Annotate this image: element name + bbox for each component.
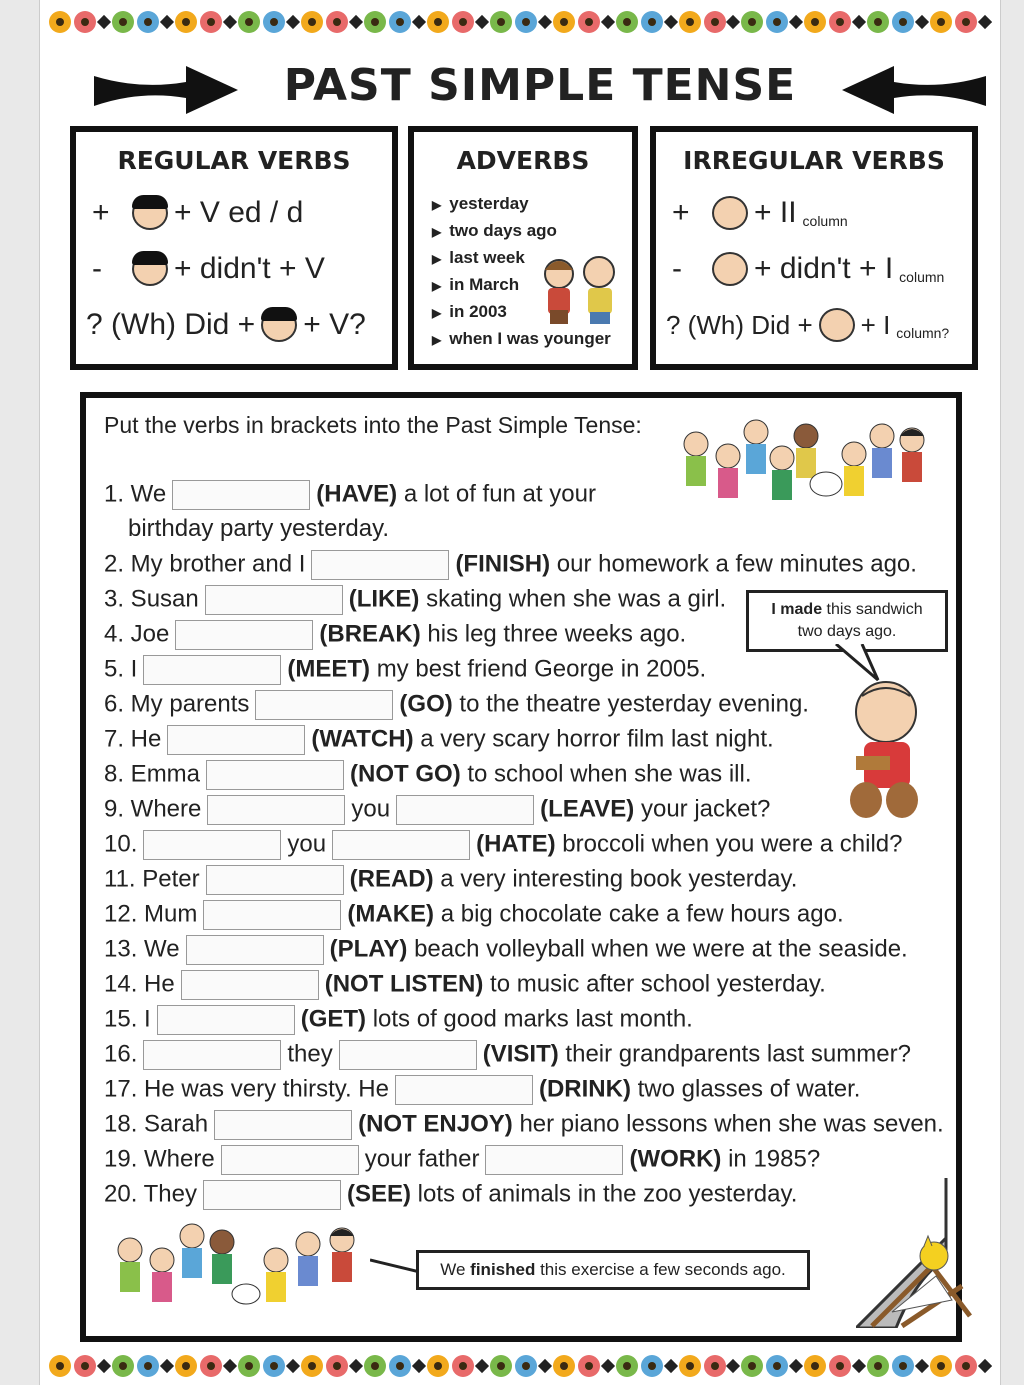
exercise-item-verb: (WATCH) [311,725,414,753]
adverb-item: ▶ when I was younger [432,326,632,353]
flower-border-bottom [48,1350,992,1382]
exercise-item-prefix: 20. They [104,1180,197,1208]
title-row [90,52,990,124]
flower-icon [804,1355,826,1377]
exercise-item-verb: (DRINK) [538,1075,631,1103]
minus-sign: - [92,252,102,285]
exercise-item-verb: (MEET) [287,655,371,683]
regular-rule-negative [76,241,392,297]
answer-blank-input[interactable] [255,690,393,720]
exercise-item-text: to music after school yesterday. [490,970,826,998]
answer-blank-input[interactable] [167,725,305,755]
exercise-item-verb: (VISIT) [482,1040,559,1068]
flower-icon [137,1355,159,1377]
answer-blank-input[interactable] [181,970,319,1000]
peanuts-group-illustration [676,414,936,510]
speech-bubble-text: We [440,1260,466,1279]
answer-blank-input[interactable] [143,655,281,685]
diamond-icon [160,15,174,29]
flower-icon [553,1355,575,1377]
flower-icon [804,11,826,33]
exercise-item [128,515,389,543]
left-arrow-icon [840,62,990,118]
exercise-item-text: her piano lessons when she was seven. [519,1110,944,1138]
irregular-rule-question-text: + I [860,309,891,340]
exercise-item-prefix: 6. My parents [104,690,250,718]
diamond-icon [97,1359,111,1373]
flower-icon [892,11,914,33]
answer-blank-input[interactable] [205,585,343,615]
flower-icon [867,1355,889,1377]
exercise-item-text: skating when she was a girl. [426,585,727,613]
exercise-item [104,725,774,755]
diamond-icon [601,15,615,29]
flower-icon [49,11,71,33]
exercise-item-text: my best friend George in 2005. [376,655,707,683]
flower-icon [427,1355,449,1377]
exercise-item-middle: they [287,1040,333,1068]
flower-icon [616,11,638,33]
flower-icon [364,1355,386,1377]
irregular-rule-negative-text: + didn't + I [754,252,894,285]
diamond-icon [915,15,929,29]
flower-icon [515,11,537,33]
exercise-item [104,1075,860,1105]
answer-blank-input[interactable] [157,1005,295,1035]
regular-rule-question-prefix: ? (Wh) Did + [86,308,256,341]
flower-icon [263,1355,285,1377]
flower-icon [641,11,663,33]
flower-icon [641,1355,663,1377]
exercise-item-verb: (GO) [399,690,453,718]
flower-icon [578,1355,600,1377]
charlie-brown-face-icon [712,196,748,230]
diamond-icon [97,15,111,29]
diamond-icon [664,15,678,29]
irregular-rule-question [656,297,972,353]
flower-icon [112,11,134,33]
adverb-item: ▶ in 2003 [432,299,632,326]
flower-icon [238,1355,260,1377]
flower-icon [829,1355,851,1377]
diamond-icon [852,15,866,29]
speech-bubble-text: this exercise a few seconds ago. [540,1260,786,1279]
diamond-icon [915,1359,929,1373]
minus-sign: - [672,252,682,285]
column-label: column [802,213,848,229]
plus-sign: + [672,196,690,229]
answer-blank-input[interactable] [339,1040,477,1070]
plus-sign: + [92,196,110,229]
exercise-item [104,585,726,615]
diamond-icon [475,1359,489,1373]
flower-icon [553,11,575,33]
exercise-item [104,935,908,965]
flower-icon [515,1355,537,1377]
exercise-item-text: a very interesting book yesterday. [440,865,798,893]
page-title: PAST SIMPLE TENSE [283,60,797,111]
flower-icon [766,11,788,33]
worksheet-page [40,0,1000,1385]
flower-icon [955,1355,977,1377]
exercise-item [104,655,706,685]
exercise-item-verb: (READ) [349,865,434,893]
right-arrow-icon [90,62,240,118]
flower-icon [766,1355,788,1377]
flower-icon [616,1355,638,1377]
exercise-item-prefix: 7. He [104,725,162,753]
answer-blank-input[interactable] [143,830,281,860]
flower-icon [955,11,977,33]
exercise-item-text: to the theatre yesterday evening. [459,690,809,718]
column-label: column [899,269,945,285]
exercise-item-text: to school when she was ill. [467,760,752,788]
diamond-icon [978,1359,992,1373]
exercise-item-prefix: 14. He [104,970,175,998]
woodstock-deckchair-illustration [862,1226,980,1334]
flower-icon [175,11,197,33]
exercise-item-text: your jacket? [640,795,771,823]
answer-blank-input[interactable] [332,830,470,860]
flower-icon [200,1355,222,1377]
diamond-icon [223,15,237,29]
answer-blank-input[interactable] [186,935,324,965]
regular-rule-positive-text: + V ed / d [174,196,304,229]
adverb-item: ▶ yesterday [432,191,632,218]
exercise-item [104,830,902,860]
diamond-icon [601,1359,615,1373]
exercise-item-text: a very scary horror film last night. [420,725,774,753]
exercise-item [104,550,917,580]
exercise-item-middle: you [351,795,391,823]
charlie-brown-face-icon [712,252,748,286]
exercise-item [104,1110,944,1140]
speech-bubble-bold: finished [470,1260,536,1279]
flower-icon [704,11,726,33]
regular-rule-question-text: + V? [303,308,366,341]
exercise-item-verb: (NOT ENJOY) [358,1110,513,1138]
irregular-rule-positive [656,185,972,241]
irregular-rule-positive-text: + II [754,196,797,229]
diamond-icon [286,15,300,29]
answer-blank-input[interactable] [207,795,345,825]
flower-icon [238,11,260,33]
diamond-icon [726,1359,740,1373]
diamond-icon [789,15,803,29]
flower-icon [490,1355,512,1377]
regular-rule-positive [76,185,392,241]
exercise-item-middle: your father [364,1145,480,1173]
exercise-item-verb: (SEE) [346,1180,411,1208]
diamond-icon [978,15,992,29]
speech-bubble-finished [416,1250,810,1290]
adverb-item: ▶ in March [432,272,632,299]
exercise-item-verb: (PLAY) [329,935,408,963]
exercise-item [104,620,686,650]
answer-blank-input[interactable] [221,1145,359,1175]
regular-rule-negative-text: + didn't + V [174,252,325,285]
speech-bubble-text: this sandwich two days ago. [797,601,923,640]
exercise-item-text: birthday party yesterday. [128,515,390,542]
exercise-item-text: broccoli when you were a child? [562,830,903,858]
answer-blank-input[interactable] [203,900,341,930]
adverb-item: ▶ last week [432,245,632,272]
diamond-icon [726,15,740,29]
answer-blank-input[interactable] [311,550,449,580]
flower-icon [867,11,889,33]
exercise-item-text: lots of good marks last month. [372,1005,693,1033]
diamond-icon [538,15,552,29]
exercise-item-verb: (FINISH) [455,550,551,578]
exercise-item [104,760,752,790]
answer-blank-input[interactable] [396,795,534,825]
flower-icon [326,1355,348,1377]
flower-icon [930,11,952,33]
exercise-item-verb: (WORK) [629,1145,722,1173]
answer-blank-input[interactable] [214,1110,352,1140]
answer-blank-input[interactable] [485,1145,623,1175]
diamond-icon [412,15,426,29]
answer-blank-input[interactable] [203,1180,341,1210]
flower-icon [741,11,763,33]
regular-rule-question [76,297,392,353]
exercise-item-prefix: 10. [104,830,138,858]
flower-icon [578,11,600,33]
peanuts-characters-illustration [534,250,624,330]
flower-icon [326,11,348,33]
exercise-item [104,865,797,895]
flower-icon [389,11,411,33]
exercise-item-prefix: 11. Peter [104,865,200,893]
flower-icon [930,1355,952,1377]
exercise-box [80,392,962,1342]
diamond-icon [349,1359,363,1373]
adverb-item: ▶ two days ago [432,218,632,245]
flower-icon [74,1355,96,1377]
exercise-item-prefix: 4. Joe [104,620,170,648]
peanuts-bottom-group-illustration [106,1220,374,1316]
flower-icon [263,11,285,33]
flower-icon [175,1355,197,1377]
answer-blank-input[interactable] [172,480,310,510]
exercise-item-text: a lot of fun at your [403,480,596,508]
exercise-item-verb: (BREAK) [319,620,421,648]
charlie-brown-face-icon [819,308,855,342]
exercise-item-verb: (MAKE) [347,900,435,928]
exercise-item-prefix: 1. We [104,480,167,508]
exercise-item-prefix: 12. Mum [104,900,198,928]
regular-verbs-heading: REGULAR VERBS [117,146,351,175]
flower-icon [200,11,222,33]
exercise-item-verb: (HATE) [476,830,556,858]
speech-bubble-tail [370,1254,420,1284]
speech-bubble-sandwich [746,590,948,652]
flower-icon [74,11,96,33]
answer-blank-input[interactable] [175,620,313,650]
exercise-instruction: Put the verbs in brackets into the Past Simple Tense: [104,412,642,438]
exercise-item-text: our homework a few minutes ago. [556,550,917,578]
exercise-item-text: his leg three weeks ago. [427,620,687,648]
linus-sandwich-illustration [836,676,936,822]
irregular-verbs-heading: IRREGULAR VERBS [683,146,945,175]
irregular-verbs-box [650,126,978,370]
answer-blank-input[interactable] [206,760,344,790]
answer-blank-input[interactable] [395,1075,533,1105]
diamond-icon [160,1359,174,1373]
diamond-icon [852,1359,866,1373]
diamond-icon [223,1359,237,1373]
exercise-item [104,795,770,825]
exercise-item-prefix: 18. Sarah [104,1110,209,1138]
diamond-icon [538,1359,552,1373]
lucy-face-icon [261,308,297,342]
exercise-item [104,1040,911,1070]
exercise-item-prefix: 5. I [104,655,138,683]
flower-icon [301,1355,323,1377]
exercise-item-prefix: 19. Where [104,1145,215,1173]
flower-icon [301,11,323,33]
exercise-item-text: beach volleyball when we were at the seaside. [414,935,908,963]
flower-icon [741,1355,763,1377]
flower-icon [679,1355,701,1377]
exercise-item-verb: (LIKE) [348,585,420,613]
flower-icon [829,11,851,33]
exercise-item-prefix: 2. My brother and I [104,550,306,578]
exercise-item-text: in 1985? [728,1145,821,1173]
exercise-item-verb: (LEAVE) [540,795,635,823]
exercise-item-text: lots of animals in the zoo yesterday. [417,1180,798,1208]
exercise-item-verb: (NOT GO) [350,760,461,788]
answer-blank-input[interactable] [143,1040,281,1070]
flower-icon [137,11,159,33]
flower-icon [892,1355,914,1377]
exercise-item-prefix: 3. Susan [104,585,199,613]
exercise-item-verb: (HAVE) [316,480,398,508]
adverbs-heading: ADVERBS [456,146,590,175]
exercise-item [104,1145,820,1175]
flower-icon [49,1355,71,1377]
flower-icon [452,11,474,33]
diamond-icon [789,1359,803,1373]
flower-icon [452,1355,474,1377]
exercise-item-text: two glasses of water. [637,1075,861,1103]
flower-border-top [48,6,992,38]
flower-icon [490,11,512,33]
flower-icon [389,1355,411,1377]
exercise-item-prefix: 8. Emma [104,760,201,788]
speech-bubble-bold: I made [771,601,823,618]
flower-icon [704,1355,726,1377]
exercise-item-prefix: 17. He was very thirsty. He [104,1075,389,1103]
column-label: column? [896,325,950,341]
exercise-item [104,480,596,510]
exercise-item-verb: (NOT LISTEN) [324,970,484,998]
lucy-face-icon [132,196,168,230]
diamond-icon [349,15,363,29]
adverbs-box [408,126,638,370]
diamond-icon [286,1359,300,1373]
exercise-item-middle: you [287,830,327,858]
exercise-item [104,900,844,930]
diamond-icon [664,1359,678,1373]
irregular-rule-question-prefix: ? (Wh) Did + [666,309,813,340]
lucy-face-icon [132,252,168,286]
exercise-item-verb: (GET) [300,1005,367,1033]
irregular-rule-negative [656,241,972,297]
exercise-item-prefix: 9. Where [104,795,202,823]
diamond-icon [412,1359,426,1373]
flower-icon [112,1355,134,1377]
exercise-item-text: their grandparents last summer? [565,1040,911,1068]
exercise-item-text: a big chocolate cake a few hours ago. [440,900,844,928]
exercise-item-prefix: 15. I [104,1005,151,1033]
exercise-item-prefix: 16. [104,1040,138,1068]
diamond-icon [475,15,489,29]
flower-icon [364,11,386,33]
exercise-item-prefix: 13. We [104,935,180,963]
exercise-item [104,690,809,720]
regular-verbs-box [70,126,398,370]
answer-blank-input[interactable] [206,865,344,895]
flower-icon [427,11,449,33]
exercise-item [104,1005,693,1035]
flower-icon [679,11,701,33]
exercise-item [104,970,826,1000]
exercise-item [104,1180,797,1210]
